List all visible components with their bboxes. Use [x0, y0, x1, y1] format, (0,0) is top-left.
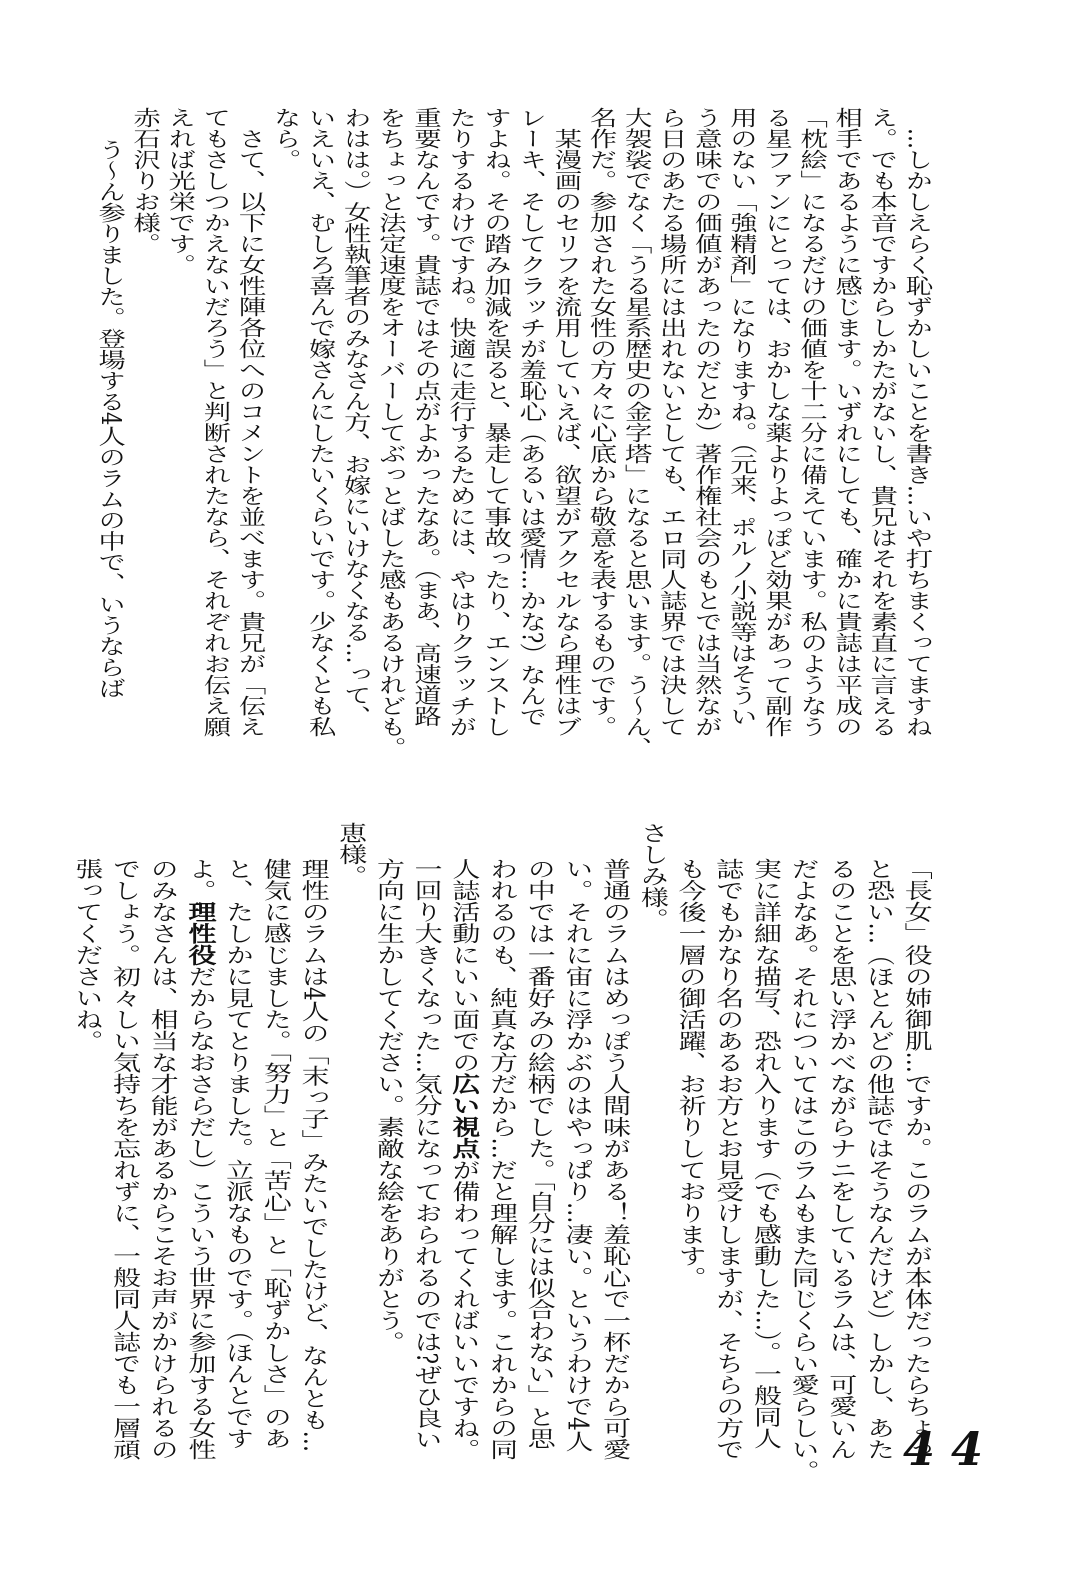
- text-column: [268, 107, 303, 787]
- text-segment: なら。: [270, 107, 302, 170]
- text-segment: 重要なんです。貴誌ではその点がよかったなあ。（まあ、高速道路: [411, 107, 443, 727]
- text-column: [106, 822, 144, 1502]
- letter-text-top-block: [93, 107, 935, 787]
- text-segment: レーキ、そしてクラッチが羞恥心（あるいは愛情…かな?）なんで: [516, 107, 548, 728]
- text-segment: さて、以下に女性陣各位へのコメントを並べます。貴兄が「伝え: [235, 128, 267, 737]
- text-segment: が備わってくればいいですね。: [447, 1159, 480, 1460]
- text-column: [93, 107, 128, 787]
- text-column: [373, 107, 408, 787]
- text-column: [760, 107, 795, 787]
- text-column: [233, 107, 268, 787]
- text-segment: われるのも、純真な方だから…だと理解します。これからの同: [485, 858, 518, 1460]
- text-column: [822, 822, 860, 1502]
- text-segment: 普通のラムはめっぽう人間味がある！羞恥心で一杯だから可愛: [598, 858, 631, 1460]
- text-segment: たりするわけですね。快適に走行するためには、やはりクラッチが: [446, 107, 478, 737]
- text-column: [558, 822, 596, 1502]
- text-column: [181, 822, 219, 1502]
- text-segment: 人誌活動にいい面での: [447, 858, 480, 1073]
- text-column: [709, 822, 747, 1502]
- text-segment: のみなさんは、相当な才能があるからこそお声がかけられるの: [145, 858, 179, 1460]
- text-column: [338, 107, 373, 787]
- text-column: [724, 107, 759, 787]
- text-segment: だよなあ。それについてはこのラムもまた同じくらい愛らしい。: [786, 858, 820, 1482]
- text-segment: 某漫画のセリフを流用していえば、欲望がアクセルなら理性はブ: [551, 128, 583, 737]
- text-segment: 一回り大きくなった…気分になっておられるのでは?ぜひ良い: [409, 858, 443, 1451]
- text-segment: 赤石沢りお様。: [130, 107, 162, 254]
- text-segment: 名作だ。参加された女性の方々に心底から敬意を表するものです。: [586, 107, 618, 737]
- addressee-heading: [332, 822, 370, 1502]
- text-segment: も今後一層の御活躍、お祈りしております。: [673, 858, 707, 1288]
- text-segment: 理性のラムは4人の「末っ子」みたいでしたけど、なんとも…: [296, 858, 330, 1453]
- text-column: [671, 822, 709, 1502]
- text-segment: るのことを思い浮かべながらナニをしているラムは、可愛いん: [824, 858, 857, 1460]
- text-segment: い。それに宙に浮かぶのはやっぱり…凄い。というわけで4人: [560, 858, 594, 1453]
- text-segment: でしょう。初々しい気持ちを忘れずに、一般同人誌でも一層頑: [108, 858, 141, 1460]
- text-column: [549, 107, 584, 787]
- text-column: [747, 822, 785, 1502]
- text-column: [860, 822, 898, 1502]
- text-column: [479, 107, 514, 787]
- text-segment: 健気に感じました。「努力」と「苦心」と「恥ずかしさ」のあ: [259, 858, 292, 1450]
- text-segment: う意味での価値があったのだとか）著作権社会のもとでは当然なが: [691, 107, 724, 737]
- text-segment: 実に詳細な描写、恐れ入ります（でも感動した…）。一般同人: [749, 858, 782, 1450]
- text-segment: わはは。）女性執筆者のみなさん方、お嫁にいけなくなる…って、: [340, 107, 373, 727]
- text-segment: 用のない「強精剤」になりますね。（元来、ポルノ小説等はそうい: [727, 107, 759, 727]
- text-column: [294, 822, 332, 1502]
- text-segment: と、たしかに見てとりました。立派なものです。（ほんとです: [221, 858, 254, 1450]
- text-segment: をちょっと法定速度をオーバーしてぶっとばした感もあるけれども。: [376, 107, 408, 758]
- text-segment: よ。: [183, 858, 217, 901]
- addressee-heading: [128, 107, 163, 787]
- text-column: [584, 107, 619, 787]
- text-column: [795, 107, 830, 787]
- text-column: [143, 822, 181, 1502]
- text-column: [897, 822, 935, 1502]
- text-column: [619, 107, 654, 787]
- text-segment: う〜ん参りました。登場する4人のラムの中で、いうならば: [95, 138, 127, 698]
- text-segment: 方向に生かしてください。素敵な絵をありがとう。: [372, 858, 405, 1353]
- text-column: [830, 107, 865, 787]
- text-column: [654, 107, 689, 787]
- text-segment: えれば光栄です。: [165, 107, 197, 275]
- text-column: [784, 822, 822, 1502]
- text-segment: 恵様。: [334, 822, 367, 887]
- emphasized-text-segment: 理性役: [183, 901, 217, 966]
- text-column: [68, 822, 106, 1502]
- text-segment: る星ファンにとっては、おかしな薬よりよっぽど効果があって副作: [762, 107, 794, 737]
- text-segment: と恐い…（ほとんどの他誌ではそうなんだけど）しかし、あた: [862, 858, 895, 1460]
- text-column: [445, 822, 483, 1502]
- text-column: [520, 822, 558, 1502]
- page-number: 44: [903, 1422, 1000, 1476]
- text-segment: だからなおさらだし）こういう世界に参加する女性: [183, 965, 217, 1460]
- text-column: [256, 822, 294, 1502]
- text-column: [219, 822, 257, 1502]
- text-segment: え。でも本音ですからしかたがないし、貴兄はそれを素直に言える: [867, 107, 899, 737]
- text-segment: 「長女」役の姉御肌…ですか。このラムが本体だったらちょっ: [899, 858, 933, 1460]
- text-column: [444, 107, 479, 787]
- text-column: [596, 822, 634, 1502]
- text-segment: 張ってくださいね。: [70, 858, 104, 1052]
- text-segment: ら日のあたる場所には出れないとしても、エロ同人誌界では決して: [656, 107, 688, 737]
- text-segment: すよね。その踏み加減を誤ると、暴走して事故ったり、エンストし: [481, 107, 513, 737]
- text-column: [900, 107, 935, 787]
- text-column: [483, 822, 521, 1502]
- text-column: [370, 822, 408, 1502]
- text-column: [409, 107, 444, 787]
- emphasized-text-segment: 広い視点: [447, 1073, 480, 1159]
- text-segment: 「枕絵」になるだけの価値を十二分に備えています。私のようなう: [797, 107, 829, 737]
- letter-text-bottom-block: [68, 822, 935, 1502]
- text-column: [689, 107, 724, 787]
- text-column: [407, 822, 445, 1502]
- addressee-heading: [633, 822, 671, 1502]
- text-segment: 誌でもかなり名のあるお方とお見受けしますが、そちらの方で: [711, 858, 744, 1460]
- text-segment: の中では一番好みの絵柄でした。「自分には似合わない」と思: [522, 858, 556, 1450]
- text-column: [865, 107, 900, 787]
- text-segment: てもさしつかえないだろう」と判断されたなら、それぞれお伝え願: [200, 107, 232, 737]
- text-column: [198, 107, 233, 787]
- text-segment: …しかしえらく恥ずかしいことを書き…いや打ちまくってますね: [902, 128, 934, 737]
- text-segment: 相手であるように感じます。いずれにしても、確かに貴誌は平成の: [832, 107, 864, 737]
- text-column: [514, 107, 549, 787]
- text-segment: 大袈裟でなく「うる星系歴史の金字塔」になると思います。う〜ん、: [621, 107, 653, 758]
- text-column: [163, 107, 198, 787]
- text-segment: いえいえ、むしろ喜んで嫁さんにしたいくらいです。少なくとも私: [305, 107, 338, 737]
- text-column: [303, 107, 338, 787]
- text-segment: さしみ様。: [636, 822, 669, 930]
